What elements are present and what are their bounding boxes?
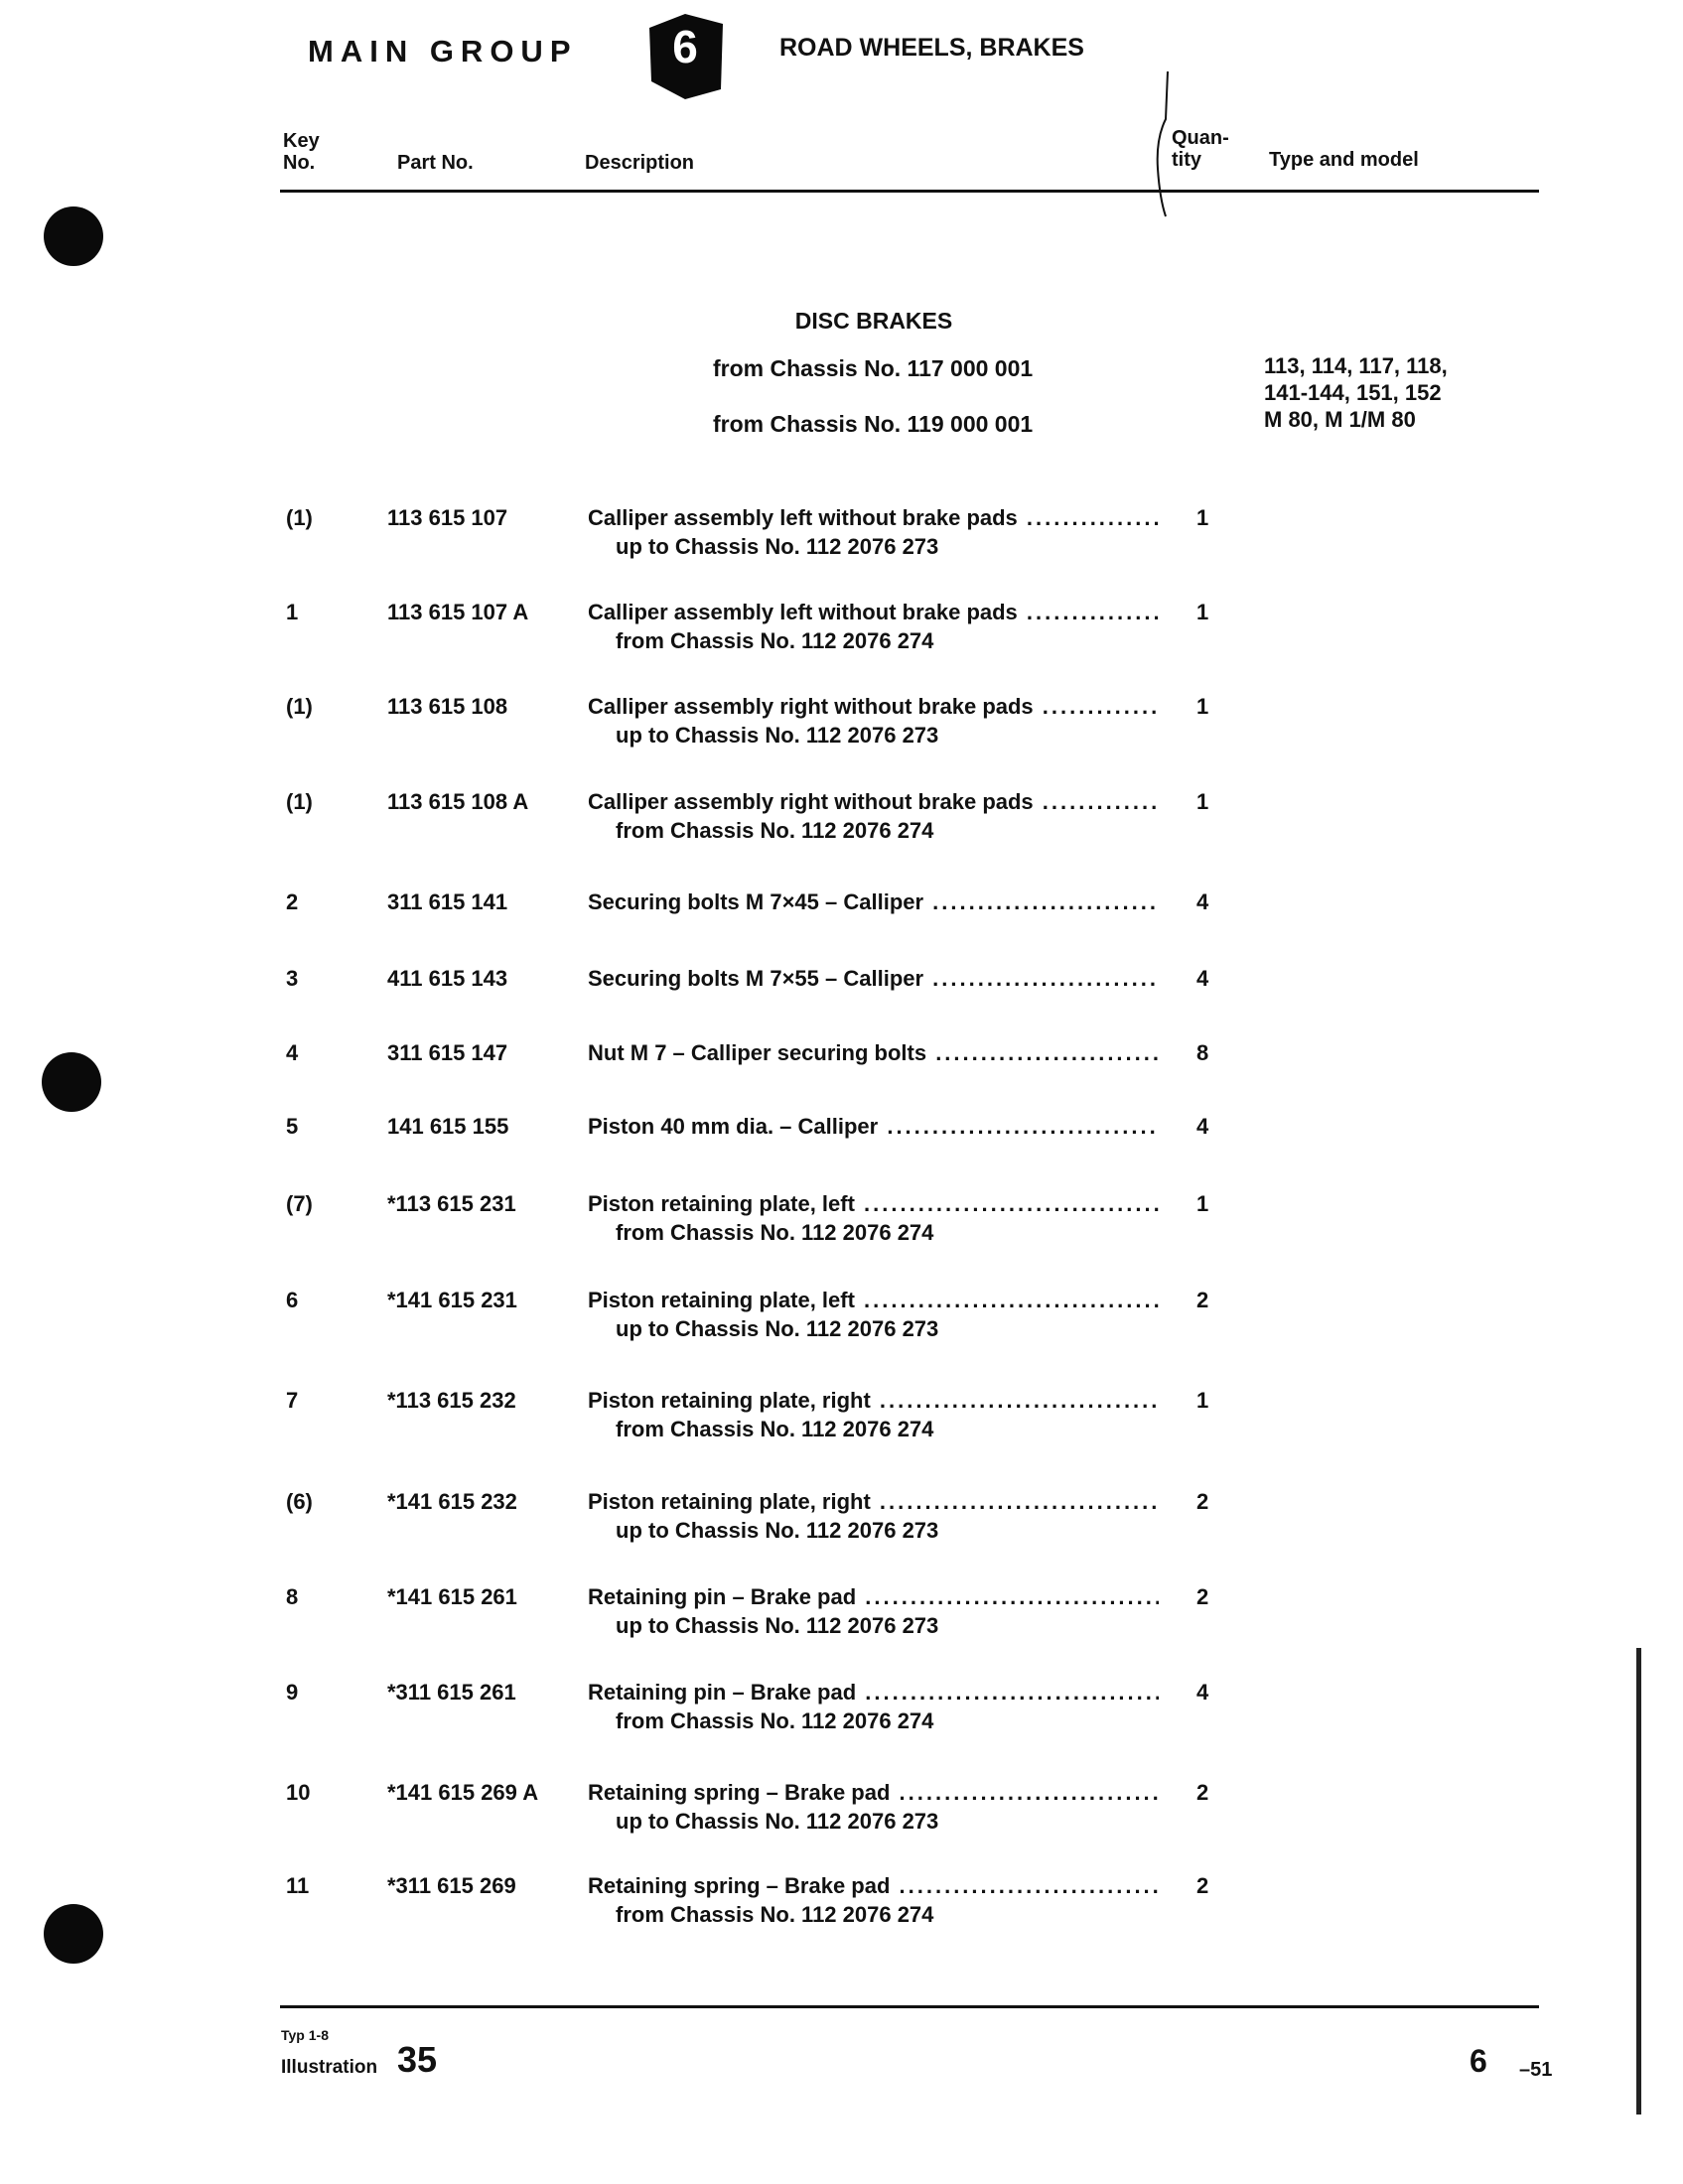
row-quantity: 2 (1196, 1584, 1209, 1609)
row-description: Securing bolts M 7×55 – Calliper ..... (588, 966, 1159, 992)
row-key: 8 (286, 1584, 299, 1609)
illustration-label: Illustration (281, 2057, 378, 2078)
column-key-line2: No. (283, 152, 316, 174)
row-key: (1) (286, 694, 313, 719)
row-description: Nut M 7 – Calliper securing bolts ..... (588, 1040, 1159, 1066)
row-key: 6 (286, 1288, 299, 1312)
column-part-no: Part No. (397, 152, 474, 174)
row-chassis-note: up to Chassis No. 112 2076 273 (616, 1613, 939, 1638)
row-description: Piston retaining plate, left ..... (588, 1191, 1159, 1217)
row-key: 7 (286, 1388, 299, 1413)
section-heading: ROAD WHEELS, BRAKES (779, 34, 1084, 62)
group-number-badge (645, 12, 725, 101)
row-part-no: 411 615 143 (387, 966, 508, 991)
row-description: Piston retaining plate, left ..... (588, 1288, 1159, 1313)
type-model-list (1264, 352, 1448, 433)
table-row (0, 1873, 1683, 1943)
row-description: Calliper assembly left without brake pads ..... (588, 505, 1159, 531)
header-rule (280, 190, 1539, 193)
row-description: Retaining pin – Brake pad ..... (588, 1680, 1159, 1706)
row-chassis-note: from Chassis No. 112 2076 274 (616, 818, 934, 843)
table-row (0, 1780, 1683, 1849)
row-quantity: 2 (1196, 1780, 1209, 1805)
row-quantity: 2 (1196, 1873, 1209, 1898)
row-quantity: 1 (1196, 1191, 1209, 1216)
table-row (0, 1388, 1683, 1457)
row-key: 10 (286, 1780, 311, 1805)
row-key: 2 (286, 889, 299, 914)
row-quantity: 4 (1196, 1114, 1209, 1139)
row-description: Retaining pin – Brake pad ..... (588, 1584, 1159, 1610)
table-row (0, 505, 1683, 575)
row-quantity: 1 (1196, 789, 1209, 814)
column-quantity (1172, 127, 1229, 171)
row-quantity: 1 (1196, 505, 1209, 530)
row-chassis-note: up to Chassis No. 112 2076 273 (616, 1518, 939, 1543)
table-row (0, 1288, 1683, 1357)
row-chassis-note: up to Chassis No. 112 2076 273 (616, 1316, 939, 1341)
row-quantity: 2 (1196, 1288, 1209, 1312)
table-row (0, 1114, 1683, 1183)
row-part-no: 141 615 155 (387, 1114, 509, 1139)
table-row (0, 1680, 1683, 1749)
row-key: 11 (286, 1873, 310, 1898)
row-description: Piston retaining plate, right ..... (588, 1388, 1159, 1414)
row-part-no: *141 615 232 (387, 1489, 517, 1514)
row-part-no: *311 615 261 (387, 1680, 516, 1705)
punch-hole-icon (42, 1052, 101, 1112)
table-row (0, 889, 1683, 959)
row-key: 3 (286, 966, 299, 991)
row-description: Calliper assembly left without brake pads ..... (588, 600, 1159, 625)
row-part-no: 311 615 147 (387, 1040, 508, 1065)
chassis-from-1: from Chassis No. 117 000 001 (713, 355, 1034, 381)
models-line-2: 141-144, 151, 152 (1264, 380, 1442, 405)
row-part-no: *141 615 231 (387, 1288, 517, 1312)
row-part-no: *113 615 231 (387, 1191, 516, 1216)
row-description: Piston 40 mm dia. – Calliper ..... (588, 1114, 1159, 1140)
punch-hole-icon (44, 206, 103, 266)
row-key: 4 (286, 1040, 299, 1065)
table-row (0, 1489, 1683, 1559)
row-quantity: 4 (1196, 1680, 1209, 1705)
group-number: 6 (672, 21, 698, 72)
table-row (0, 1040, 1683, 1110)
table-row (0, 600, 1683, 669)
row-quantity: 1 (1196, 1388, 1209, 1413)
row-quantity: 1 (1196, 600, 1209, 624)
row-quantity: 1 (1196, 694, 1209, 719)
row-key: (1) (286, 505, 313, 530)
row-chassis-note: up to Chassis No. 112 2076 273 (616, 1809, 939, 1834)
row-chassis-note: from Chassis No. 112 2076 274 (616, 628, 934, 653)
row-description: Calliper assembly right without brake pads ..... (588, 694, 1159, 720)
row-part-no: 311 615 141 (387, 889, 508, 914)
chassis-from-2: from Chassis No. 119 000 001 (713, 411, 1034, 437)
row-chassis-note: from Chassis No. 112 2076 274 (616, 1708, 934, 1733)
row-key: (6) (286, 1489, 313, 1514)
punch-hole-icon (44, 1904, 103, 1964)
column-key-line1: Key (283, 130, 320, 152)
row-quantity: 2 (1196, 1489, 1209, 1514)
row-description: Calliper assembly right without brake pads ..... (588, 789, 1159, 815)
row-part-no: *141 615 261 (387, 1584, 517, 1609)
main-group-label: MAIN GROUP (308, 34, 578, 68)
row-quantity: 4 (1196, 889, 1209, 914)
row-chassis-note: up to Chassis No. 112 2076 273 (616, 534, 939, 559)
page-number-suffix: –51 (1519, 2059, 1553, 2081)
row-chassis-note: up to Chassis No. 112 2076 273 (616, 723, 939, 748)
table-row (0, 789, 1683, 859)
row-part-no: 113 615 108 (387, 694, 508, 719)
table-row (0, 694, 1683, 763)
models-line-3: M 80, M 1/M 80 (1264, 407, 1416, 432)
row-description: Piston retaining plate, right ..... (588, 1489, 1159, 1515)
illustration-number: 35 (397, 2039, 438, 2080)
row-key: (1) (286, 789, 313, 814)
column-description: Description (585, 152, 695, 174)
row-quantity: 4 (1196, 966, 1209, 991)
row-key: (7) (286, 1191, 313, 1216)
column-type-model: Type and model (1269, 149, 1419, 171)
row-chassis-note: from Chassis No. 112 2076 274 (616, 1220, 934, 1245)
table-row (0, 1191, 1683, 1261)
footer-type: Typ 1-8 (281, 2027, 329, 2043)
page-number: 6 (1470, 2043, 1487, 2079)
row-quantity: 8 (1196, 1040, 1209, 1065)
row-key: 9 (286, 1680, 299, 1705)
row-chassis-note: from Chassis No. 112 2076 274 (616, 1417, 934, 1441)
row-key: 1 (286, 600, 299, 624)
footer-rule (280, 2005, 1539, 2008)
row-part-no: *311 615 269 (387, 1873, 516, 1898)
row-part-no: 113 615 107 (387, 505, 508, 530)
scan-edge-mark (1636, 1648, 1641, 2115)
row-part-no: *141 615 269 A (387, 1780, 539, 1805)
row-chassis-note: from Chassis No. 112 2076 274 (616, 1902, 934, 1927)
table-row (0, 1584, 1683, 1654)
column-quantity-line2: tity (1172, 149, 1201, 171)
table-row (0, 966, 1683, 1035)
models-line-1: 113, 114, 117, 118, (1264, 353, 1448, 378)
row-part-no: *113 615 232 (387, 1388, 516, 1413)
column-key-no (283, 130, 320, 174)
row-description: Securing bolts M 7×45 – Calliper ..... (588, 889, 1159, 915)
column-quantity-line1: Quan- (1172, 127, 1229, 149)
disc-brakes-title: DISC BRAKES (794, 308, 953, 334)
row-description: Retaining spring – Brake pad ..... (588, 1873, 1159, 1899)
row-part-no: 113 615 108 A (387, 789, 529, 814)
row-key: 5 (286, 1114, 299, 1139)
row-part-no: 113 615 107 A (387, 600, 529, 624)
row-description: Retaining spring – Brake pad ..... (588, 1780, 1159, 1806)
bracket-mark (1152, 69, 1176, 218)
